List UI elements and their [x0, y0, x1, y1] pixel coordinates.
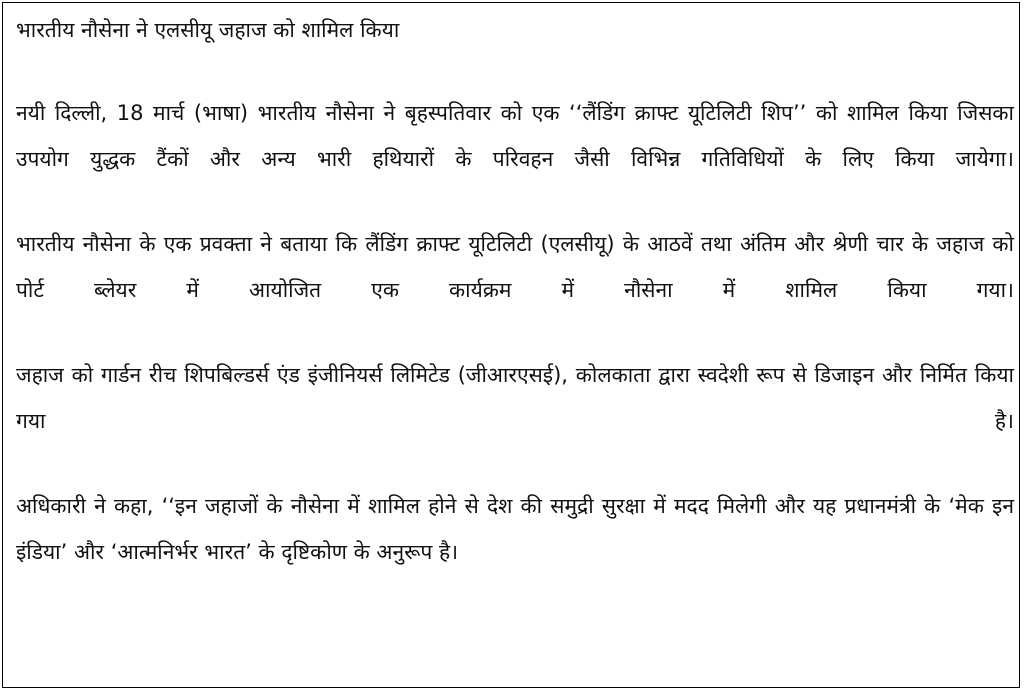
article-title: भारतीय नौसेना ने एलसीयू जहाज को शामिल किया — [16, 18, 400, 42]
article-paragraph-4: अधिकारी ने कहा, ‘‘इन जहाजों के नौसेना में शामिल होने से देश की समुद्री सुरक्षा में मदद मिलेगी और यह प्रधानमंत्री के ‘मेक इन इंडिया’ और ‘आत्मनिर्भर भारत’ के दृष्टिकोण के अनुरूप है। — [16, 494, 1014, 564]
article-body — [16, 11, 1014, 575]
article-paragraph-3: जहाज को गार्डन रीच शिपबिल्डर्स एंड इंजीनियर्स लिमिटेड (जीआरएसई), कोलकाता द्वारा स्वदेशी रूप से डिजाइन और निर्मित किया गया है। — [16, 363, 1014, 433]
document-frame — [2, 2, 1020, 688]
article-paragraph-1: नयी दिल्ली, 18 मार्च (भाषा) भारतीय नौसेना ने बृहस्पतिवार को एक ‘‘लैंडिंग क्राफ्ट यूटिलिटी शिप’’ को शामिल किया जिसका उपयोग युद्धक टैंकों और अन्य भारी हथियारों के परिवहन जैसी विभिन्न गतिविधियों के लिए किया जायेगा। — [16, 101, 1014, 171]
article-paragraph-2: भारतीय नौसेना के एक प्रवक्ता ने बताया कि लैंडिंग क्राफ्ट यूटिलिटी (एलसीयू) के आठवें तथा अंतिम और श्रेणी चार के जहाज को पोर्ट ब्लेयर में आयोजित एक कार्यक्रम में नौसेना में शामिल किया गया। — [16, 232, 1014, 302]
